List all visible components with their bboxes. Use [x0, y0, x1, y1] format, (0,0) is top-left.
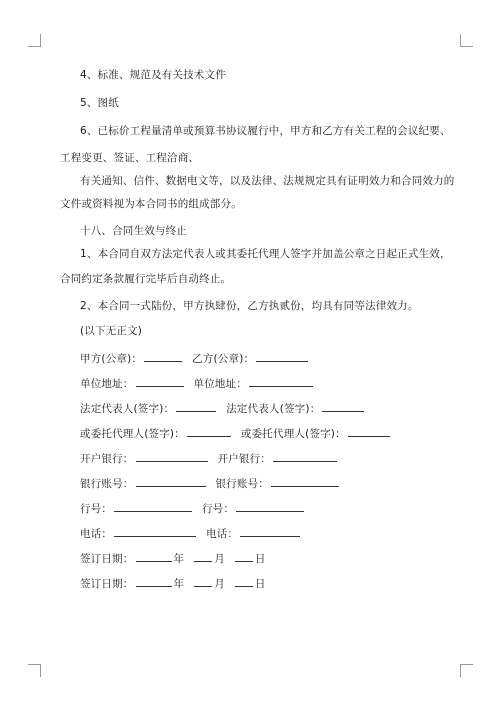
party-a-label: 甲方(公章)：	[80, 353, 143, 365]
date-2-day-unit: 日	[254, 578, 266, 590]
date-1-day-blank[interactable]	[235, 550, 253, 562]
date-label-1: 签订日期：	[80, 553, 134, 565]
account-b-label: 银行账号：	[215, 478, 269, 490]
date-2-day-blank[interactable]	[235, 575, 253, 587]
date-1-year-blank[interactable]	[136, 550, 172, 562]
legal-rep-a-label: 法定代表人(签字)：	[80, 403, 175, 415]
bank-b-blank[interactable]	[273, 450, 337, 462]
crop-mark-bottom-right	[460, 664, 473, 677]
party-b-label: 乙方(公章)：	[192, 353, 255, 365]
bank-a-label: 开户银行：	[80, 453, 134, 465]
no-more-text-note: (以下无正文)	[80, 325, 143, 337]
date-1-year-unit: 年	[173, 553, 185, 565]
bank-code-b-label: 行号：	[202, 503, 235, 515]
agent-b-label: 或委托代理人(签字)：	[240, 428, 346, 440]
signature-row-bank-code	[80, 500, 306, 516]
signature-row-legal-rep	[80, 400, 366, 416]
signature-row-bank	[80, 450, 339, 466]
date-2-year-unit: 年	[173, 578, 185, 590]
item-6-line-1: 6、已标价工程量清单或预算书协议履行中，甲方和乙方有关工程的会议纪要、	[80, 125, 451, 137]
clause-1-line-1: 1、本合同自双方法定代表人或其委托代理人签字并加盖公章之日起正式生效，	[80, 248, 451, 260]
phone-b-blank[interactable]	[240, 525, 300, 537]
address-a-blank[interactable]	[136, 375, 184, 387]
agent-a-label: 或委托代理人(签字)：	[80, 428, 185, 440]
legal-rep-b-blank[interactable]	[322, 400, 364, 412]
date-2-month-blank[interactable]	[194, 575, 212, 587]
date-2-month-unit: 月	[214, 578, 225, 590]
signature-row-party	[80, 350, 310, 366]
party-a-blank[interactable]	[144, 350, 182, 362]
address-b-label: 单位地址：	[193, 378, 247, 390]
date-1-day-unit: 日	[254, 553, 266, 565]
signing-date-row-1	[80, 550, 266, 566]
phone-a-label: 电话：	[80, 528, 113, 540]
phone-a-blank[interactable]	[114, 525, 196, 537]
signature-row-agent	[80, 425, 392, 441]
signature-row-address	[80, 375, 315, 391]
party-b-blank[interactable]	[256, 350, 308, 362]
item-4-standards: 4、标准、规范及有关技术文件	[80, 69, 226, 81]
bank-b-label: 开户银行：	[217, 453, 271, 465]
crop-mark-top-right	[460, 34, 473, 47]
clause-1-line-2: 合同约定条款履行完毕后自动终止。	[60, 273, 232, 285]
crop-mark-top-left	[28, 34, 41, 47]
date-label-2: 签订日期：	[80, 578, 134, 590]
signature-row-account	[80, 475, 341, 491]
date-1-month-blank[interactable]	[194, 550, 212, 562]
legal-rep-a-blank[interactable]	[176, 400, 216, 412]
agent-b-blank[interactable]	[348, 425, 390, 437]
crop-mark-bottom-left	[28, 664, 41, 677]
bank-code-a-blank[interactable]	[114, 500, 192, 512]
date-2-year-blank[interactable]	[136, 575, 172, 587]
notice-line-1: 有关通知、信件、数据电文等，以及法律、法规规定具有证明效力和合同效力的	[80, 175, 455, 187]
notice-line-2: 文件或资料视为本合同书的组成部分。	[60, 198, 242, 210]
account-a-blank[interactable]	[136, 475, 206, 487]
address-a-label: 单位地址：	[80, 378, 134, 390]
clause-2: 2、本合同一式陆份，甲方执肆份，乙方执贰份，均具有同等法律效力。	[80, 300, 419, 312]
signing-date-row-2	[80, 575, 266, 591]
bank-code-b-blank[interactable]	[236, 500, 304, 512]
account-b-blank[interactable]	[271, 475, 339, 487]
date-1-month-unit: 月	[214, 553, 225, 565]
signature-row-phone	[80, 525, 302, 541]
bank-a-blank[interactable]	[136, 450, 208, 462]
legal-rep-b-label: 法定代表人(签字)：	[226, 403, 321, 415]
address-b-blank[interactable]	[249, 375, 313, 387]
bank-code-a-label: 行号：	[80, 503, 113, 515]
item-6-line-2: 工程变更、签证、工程洽商、	[60, 152, 200, 164]
section-18-heading: 十八、合同生效与终止	[80, 225, 187, 237]
item-5-drawings: 5、图纸	[80, 97, 119, 109]
phone-b-label: 电话：	[206, 528, 239, 540]
agent-a-blank[interactable]	[187, 425, 231, 437]
account-a-label: 银行账号：	[80, 478, 134, 490]
